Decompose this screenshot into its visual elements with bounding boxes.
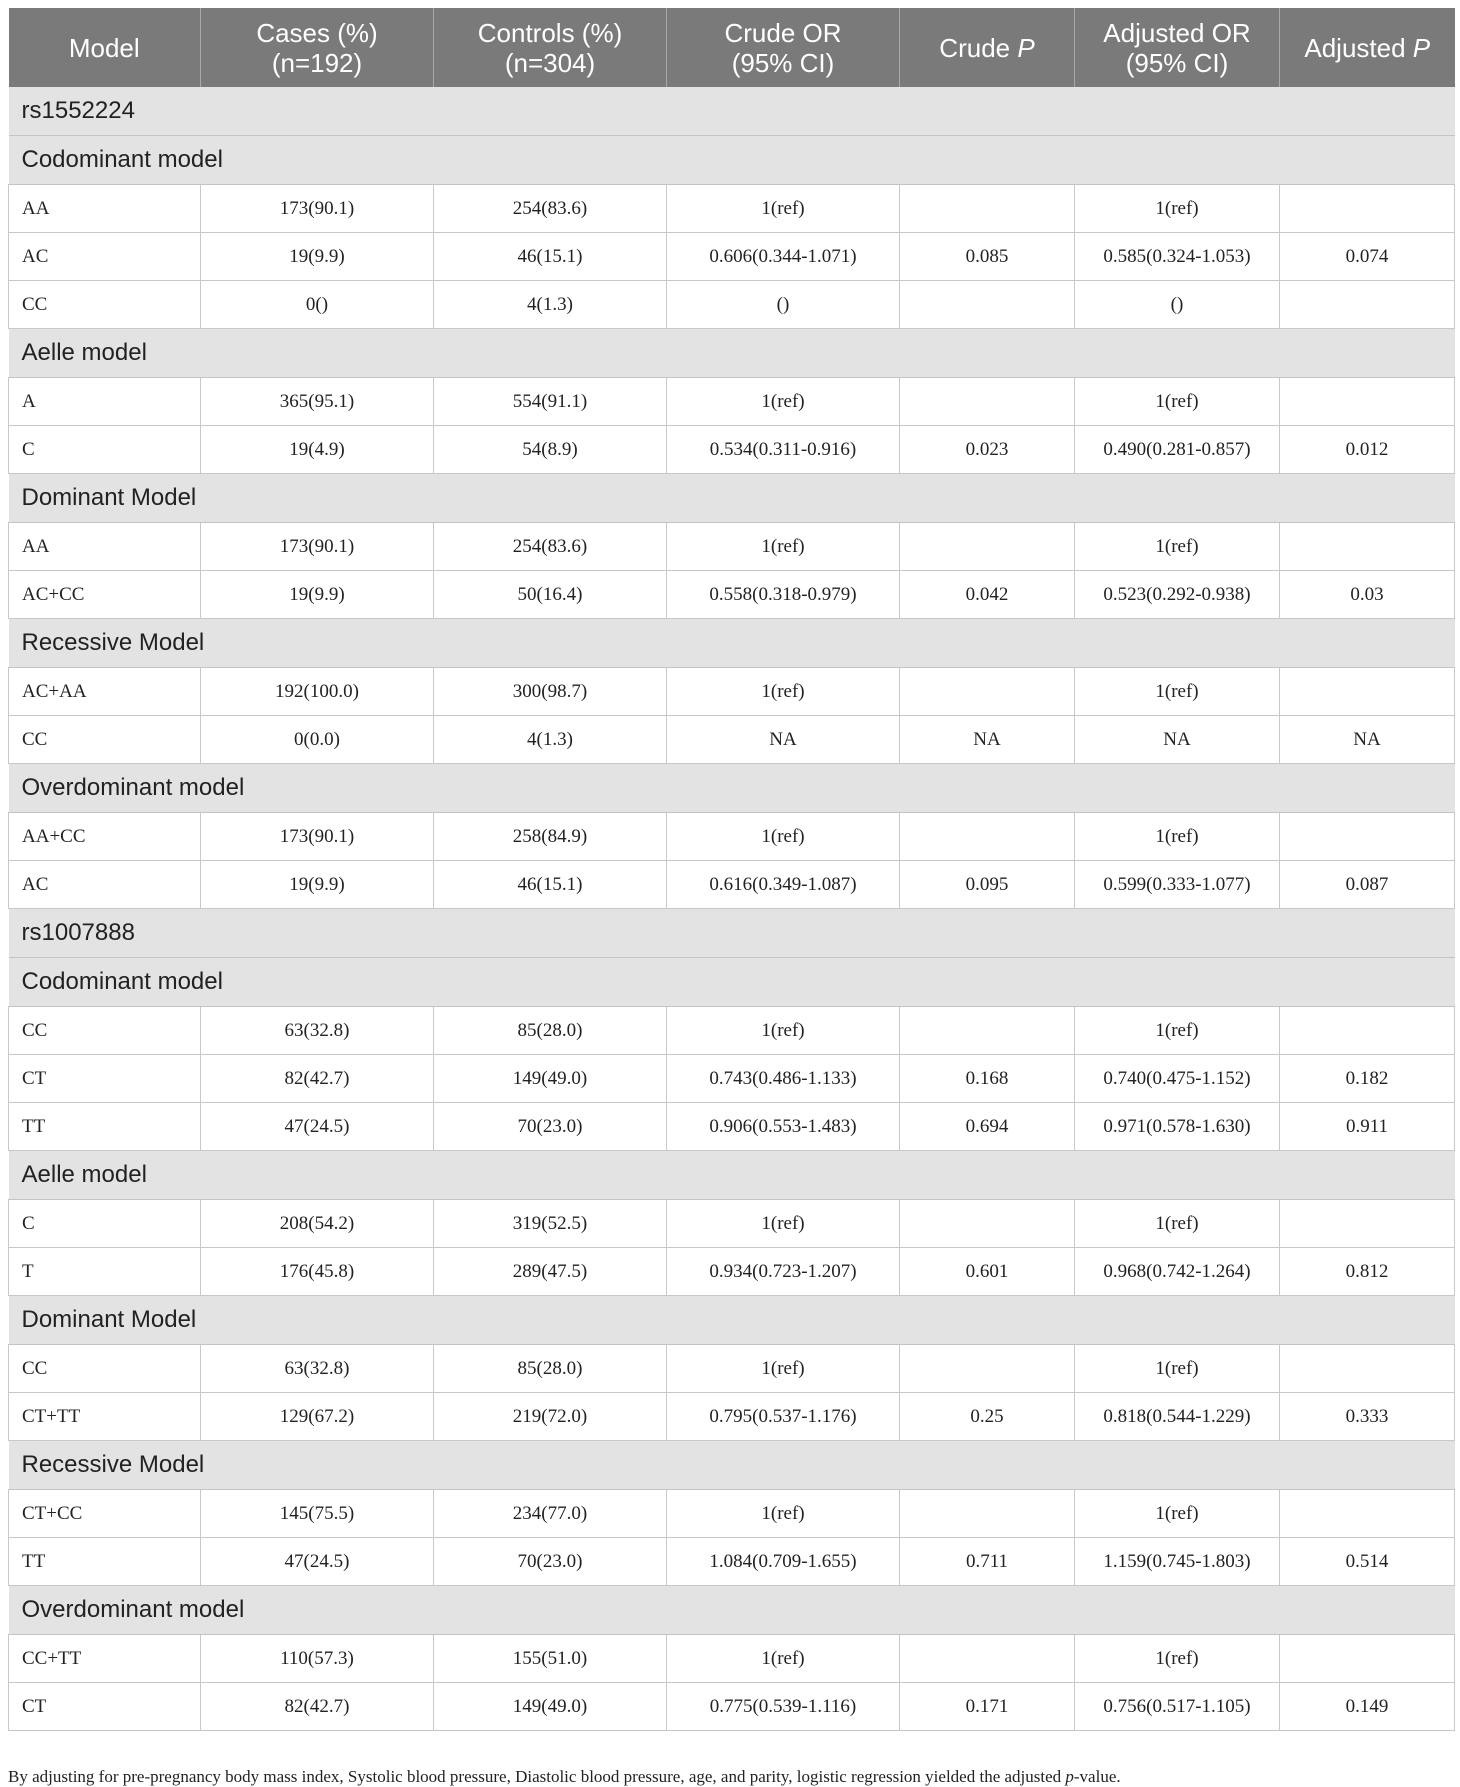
cell-adjusted-or: 1(ref) <box>1075 185 1280 233</box>
cell-crude-or: 1(ref) <box>667 1490 900 1538</box>
cell-cases: 110(57.3) <box>201 1635 434 1683</box>
cell-adjusted-or: 1(ref) <box>1075 668 1280 716</box>
cell-cases: 176(45.8) <box>201 1248 434 1296</box>
results-table-container <box>8 8 1454 1731</box>
header-text: Model <box>68 32 140 63</box>
cell-crude-or: 0.906(0.553-1.483) <box>667 1103 900 1151</box>
section-label: Overdominant model <box>9 1586 1455 1635</box>
cell-controls: 254(83.6) <box>434 185 667 233</box>
cell-adjusted-p: 0.333 <box>1280 1393 1455 1441</box>
cell-adjusted-or: 1(ref) <box>1075 523 1280 571</box>
cell-adjusted-p <box>1280 1490 1455 1538</box>
header-crude-or <box>667 8 900 87</box>
cell-crude-p <box>900 813 1075 861</box>
cell-adjusted-or: 1(ref) <box>1075 813 1280 861</box>
cell-adjusted-or: () <box>1075 281 1280 329</box>
cell-adjusted-p <box>1280 281 1455 329</box>
cell-controls: 46(15.1) <box>434 861 667 909</box>
cell-adjusted-or: 0.971(0.578-1.630) <box>1075 1103 1280 1151</box>
cell-crude-or: 0.558(0.318-0.979) <box>667 571 900 619</box>
cell-controls: 4(1.3) <box>434 281 667 329</box>
cell-adjusted-p <box>1280 1345 1455 1393</box>
cell-cases: 63(32.8) <box>201 1345 434 1393</box>
cell-cases: 63(32.8) <box>201 1007 434 1055</box>
cell-adjusted-p <box>1280 523 1455 571</box>
cell-adjusted-p <box>1280 668 1455 716</box>
header-text: Adjusted OR (95% CI) <box>1103 17 1251 78</box>
cell-crude-or: 1(ref) <box>667 1007 900 1055</box>
cell-cases: 208(54.2) <box>201 1200 434 1248</box>
cell-cases: 0() <box>201 281 434 329</box>
section-label: Dominant Model <box>9 474 1455 523</box>
cell-crude-p <box>900 378 1075 426</box>
cell-adjusted-p: 0.812 <box>1280 1248 1455 1296</box>
header-cases <box>201 8 434 87</box>
header-text: Controls (%) (n=304) <box>477 17 623 78</box>
cell-controls: 258(84.9) <box>434 813 667 861</box>
cell-crude-or: 0.795(0.537-1.176) <box>667 1393 900 1441</box>
cell-genotype: C <box>9 1200 201 1248</box>
cell-adjusted-p: 0.911 <box>1280 1103 1455 1151</box>
cell-cases: 365(95.1) <box>201 378 434 426</box>
cell-crude-or: 1(ref) <box>667 523 900 571</box>
table-row <box>9 1635 1455 1683</box>
header-row <box>9 8 1455 87</box>
header-italic: P <box>1412 32 1431 63</box>
cell-cases: 82(42.7) <box>201 1055 434 1103</box>
cell-crude-p <box>900 1635 1075 1683</box>
cell-cases: 47(24.5) <box>201 1103 434 1151</box>
cell-crude-or: 0.616(0.349-1.087) <box>667 861 900 909</box>
section-label: Aelle model <box>9 329 1455 378</box>
cell-adjusted-p: 0.087 <box>1280 861 1455 909</box>
cell-controls: 50(16.4) <box>434 571 667 619</box>
table-row <box>9 716 1455 764</box>
section-row <box>9 1296 1455 1345</box>
cell-crude-p: 0.042 <box>900 571 1075 619</box>
cell-cases: 47(24.5) <box>201 1538 434 1586</box>
cell-adjusted-p <box>1280 1635 1455 1683</box>
cell-genotype: AA+CC <box>9 813 201 861</box>
cell-crude-p: 0.023 <box>900 426 1075 474</box>
cell-crude-or: 1(ref) <box>667 1200 900 1248</box>
section-label: Codominant model <box>9 958 1455 1007</box>
cell-adjusted-p <box>1280 378 1455 426</box>
cell-adjusted-p <box>1280 813 1455 861</box>
cell-genotype: AC <box>9 233 201 281</box>
table-row <box>9 1490 1455 1538</box>
cell-controls: 149(49.0) <box>434 1055 667 1103</box>
cell-controls: 219(72.0) <box>434 1393 667 1441</box>
cell-crude-p <box>900 185 1075 233</box>
cell-adjusted-or: 1(ref) <box>1075 1345 1280 1393</box>
cell-genotype: AC <box>9 861 201 909</box>
table-row <box>9 426 1455 474</box>
cell-crude-or: 0.743(0.486-1.133) <box>667 1055 900 1103</box>
table-row <box>9 1200 1455 1248</box>
cell-adjusted-or: 1(ref) <box>1075 1007 1280 1055</box>
cell-controls: 234(77.0) <box>434 1490 667 1538</box>
cell-crude-p: 0.25 <box>900 1393 1075 1441</box>
cell-adjusted-p <box>1280 1007 1455 1055</box>
cell-adjusted-or: 0.585(0.324-1.053) <box>1075 233 1280 281</box>
table-row <box>9 571 1455 619</box>
section-row <box>9 1151 1455 1200</box>
table-row <box>9 1248 1455 1296</box>
section-label: Recessive Model <box>9 619 1455 668</box>
cell-genotype: CT+CC <box>9 1490 201 1538</box>
cell-genotype: CT <box>9 1683 201 1731</box>
cell-adjusted-p: 0.074 <box>1280 233 1455 281</box>
cell-adjusted-or: 0.740(0.475-1.152) <box>1075 1055 1280 1103</box>
section-label: Codominant model <box>9 136 1455 185</box>
header-adjusted-p <box>1280 8 1455 87</box>
table-row <box>9 523 1455 571</box>
header-model <box>9 8 201 87</box>
cell-crude-or: () <box>667 281 900 329</box>
table-row <box>9 668 1455 716</box>
cell-controls: 319(52.5) <box>434 1200 667 1248</box>
cell-controls: 70(23.0) <box>434 1103 667 1151</box>
cell-crude-p: 0.601 <box>900 1248 1075 1296</box>
genotype-association-table <box>8 8 1455 1731</box>
cell-crude-or: 1(ref) <box>667 668 900 716</box>
cell-crude-or: 0.934(0.723-1.207) <box>667 1248 900 1296</box>
table-row <box>9 1345 1455 1393</box>
section-label: Recessive Model <box>9 1441 1455 1490</box>
header-controls <box>434 8 667 87</box>
cell-cases: 0(0.0) <box>201 716 434 764</box>
cell-adjusted-or: 0.490(0.281-0.857) <box>1075 426 1280 474</box>
cell-genotype: CC <box>9 716 201 764</box>
section-row <box>9 87 1455 136</box>
cell-adjusted-or: 0.599(0.333-1.077) <box>1075 861 1280 909</box>
cell-adjusted-p: 0.149 <box>1280 1683 1455 1731</box>
footnote-text: By adjusting for pre-pregnancy body mass index, Systolic blood pressure, Diastolic blood pressure, age, and parity, logistic regression yielded the adjusted <box>8 1767 1066 1786</box>
table-row <box>9 1007 1455 1055</box>
cell-crude-or: 1(ref) <box>667 378 900 426</box>
cell-crude-p: 0.168 <box>900 1055 1075 1103</box>
cell-controls: 554(91.1) <box>434 378 667 426</box>
header-italic: P <box>1017 32 1035 63</box>
section-label: Aelle model <box>9 1151 1455 1200</box>
cell-cases: 19(9.9) <box>201 571 434 619</box>
cell-genotype: CC <box>9 1345 201 1393</box>
cell-crude-p <box>900 1200 1075 1248</box>
section-row <box>9 1441 1455 1490</box>
cell-adjusted-or: 0.818(0.544-1.229) <box>1075 1393 1280 1441</box>
cell-adjusted-or: 1.159(0.745-1.803) <box>1075 1538 1280 1586</box>
table-row <box>9 281 1455 329</box>
section-row <box>9 909 1455 958</box>
cell-controls: 155(51.0) <box>434 1635 667 1683</box>
cell-adjusted-or: 1(ref) <box>1075 1635 1280 1683</box>
cell-controls: 149(49.0) <box>434 1683 667 1731</box>
cell-genotype: C <box>9 426 201 474</box>
cell-cases: 173(90.1) <box>201 813 434 861</box>
cell-crude-or: 1(ref) <box>667 813 900 861</box>
cell-genotype: TT <box>9 1538 201 1586</box>
cell-cases: 145(75.5) <box>201 1490 434 1538</box>
section-row <box>9 474 1455 523</box>
table-row <box>9 1055 1455 1103</box>
table-row <box>9 861 1455 909</box>
cell-crude-or: NA <box>667 716 900 764</box>
table-row <box>9 1393 1455 1441</box>
table-row <box>9 1538 1455 1586</box>
table-row <box>9 185 1455 233</box>
cell-controls: 289(47.5) <box>434 1248 667 1296</box>
cell-controls: 46(15.1) <box>434 233 667 281</box>
cell-crude-p: NA <box>900 716 1075 764</box>
cell-crude-or: 1(ref) <box>667 1345 900 1393</box>
cell-adjusted-or: 1(ref) <box>1075 378 1280 426</box>
header-text: Crude <box>939 32 1018 63</box>
cell-adjusted-p: NA <box>1280 716 1455 764</box>
cell-crude-or: 0.606(0.344-1.071) <box>667 233 900 281</box>
cell-crude-p <box>900 281 1075 329</box>
cell-genotype: AA <box>9 185 201 233</box>
cell-controls: 54(8.9) <box>434 426 667 474</box>
table-footnote <box>8 1767 1121 1787</box>
table-row <box>9 233 1455 281</box>
cell-genotype: AC+AA <box>9 668 201 716</box>
cell-adjusted-p <box>1280 185 1455 233</box>
cell-adjusted-or: 1(ref) <box>1075 1490 1280 1538</box>
section-row <box>9 329 1455 378</box>
cell-cases: 19(9.9) <box>201 233 434 281</box>
cell-crude-p <box>900 668 1075 716</box>
header-crude-p <box>900 8 1075 87</box>
cell-cases: 19(9.9) <box>201 861 434 909</box>
cell-crude-or: 0.775(0.539-1.116) <box>667 1683 900 1731</box>
section-row <box>9 958 1455 1007</box>
section-row <box>9 764 1455 813</box>
cell-controls: 254(83.6) <box>434 523 667 571</box>
cell-crude-p: 0.085 <box>900 233 1075 281</box>
cell-crude-p: 0.694 <box>900 1103 1075 1151</box>
cell-crude-p <box>900 1007 1075 1055</box>
cell-adjusted-or: NA <box>1075 716 1280 764</box>
cell-cases: 82(42.7) <box>201 1683 434 1731</box>
table-row <box>9 1683 1455 1731</box>
cell-genotype: CC <box>9 281 201 329</box>
cell-adjusted-p: 0.012 <box>1280 426 1455 474</box>
table-row <box>9 378 1455 426</box>
cell-genotype: CT <box>9 1055 201 1103</box>
cell-adjusted-or: 0.523(0.292-0.938) <box>1075 571 1280 619</box>
cell-crude-p <box>900 1490 1075 1538</box>
footnote-italic: p <box>1065 1767 1074 1786</box>
cell-genotype: CT+TT <box>9 1393 201 1441</box>
cell-adjusted-p: 0.182 <box>1280 1055 1455 1103</box>
cell-cases: 19(4.9) <box>201 426 434 474</box>
table-row <box>9 813 1455 861</box>
cell-adjusted-p: 0.03 <box>1280 571 1455 619</box>
table-header <box>9 8 1455 87</box>
cell-crude-or: 0.534(0.311-0.916) <box>667 426 900 474</box>
section-row <box>9 136 1455 185</box>
cell-adjusted-or: 1(ref) <box>1075 1200 1280 1248</box>
cell-cases: 173(90.1) <box>201 523 434 571</box>
cell-genotype: A <box>9 378 201 426</box>
header-adjusted-or <box>1075 8 1280 87</box>
cell-crude-or: 1(ref) <box>667 185 900 233</box>
cell-crude-or: 1(ref) <box>667 1635 900 1683</box>
cell-adjusted-p <box>1280 1200 1455 1248</box>
cell-cases: 129(67.2) <box>201 1393 434 1441</box>
cell-controls: 4(1.3) <box>434 716 667 764</box>
cell-genotype: CC+TT <box>9 1635 201 1683</box>
cell-crude-p: 0.095 <box>900 861 1075 909</box>
table-row <box>9 1103 1455 1151</box>
cell-crude-p: 0.171 <box>900 1683 1075 1731</box>
header-text: Crude OR (95% CI) <box>724 17 842 78</box>
section-row <box>9 619 1455 668</box>
cell-crude-p: 0.711 <box>900 1538 1075 1586</box>
section-row <box>9 1586 1455 1635</box>
cell-genotype: AC+CC <box>9 571 201 619</box>
footnote-text-end: -value. <box>1073 1767 1121 1786</box>
cell-genotype: CC <box>9 1007 201 1055</box>
cell-controls: 85(28.0) <box>434 1007 667 1055</box>
table-body <box>9 87 1455 1731</box>
section-label: rs1552224 <box>9 87 1455 136</box>
cell-genotype: AA <box>9 523 201 571</box>
cell-cases: 173(90.1) <box>201 185 434 233</box>
cell-adjusted-or: 0.756(0.517-1.105) <box>1075 1683 1280 1731</box>
cell-crude-or: 1.084(0.709-1.655) <box>667 1538 900 1586</box>
section-label: Dominant Model <box>9 1296 1455 1345</box>
cell-genotype: T <box>9 1248 201 1296</box>
cell-adjusted-or: 0.968(0.742-1.264) <box>1075 1248 1280 1296</box>
cell-cases: 192(100.0) <box>201 668 434 716</box>
cell-genotype: TT <box>9 1103 201 1151</box>
section-label: Overdominant model <box>9 764 1455 813</box>
header-text: Adjusted <box>1304 32 1413 63</box>
header-text: Cases (%) (n=192) <box>256 17 378 78</box>
cell-controls: 70(23.0) <box>434 1538 667 1586</box>
cell-controls: 300(98.7) <box>434 668 667 716</box>
cell-adjusted-p: 0.514 <box>1280 1538 1455 1586</box>
cell-controls: 85(28.0) <box>434 1345 667 1393</box>
cell-crude-p <box>900 1345 1075 1393</box>
section-label: rs1007888 <box>9 909 1455 958</box>
cell-crude-p <box>900 523 1075 571</box>
